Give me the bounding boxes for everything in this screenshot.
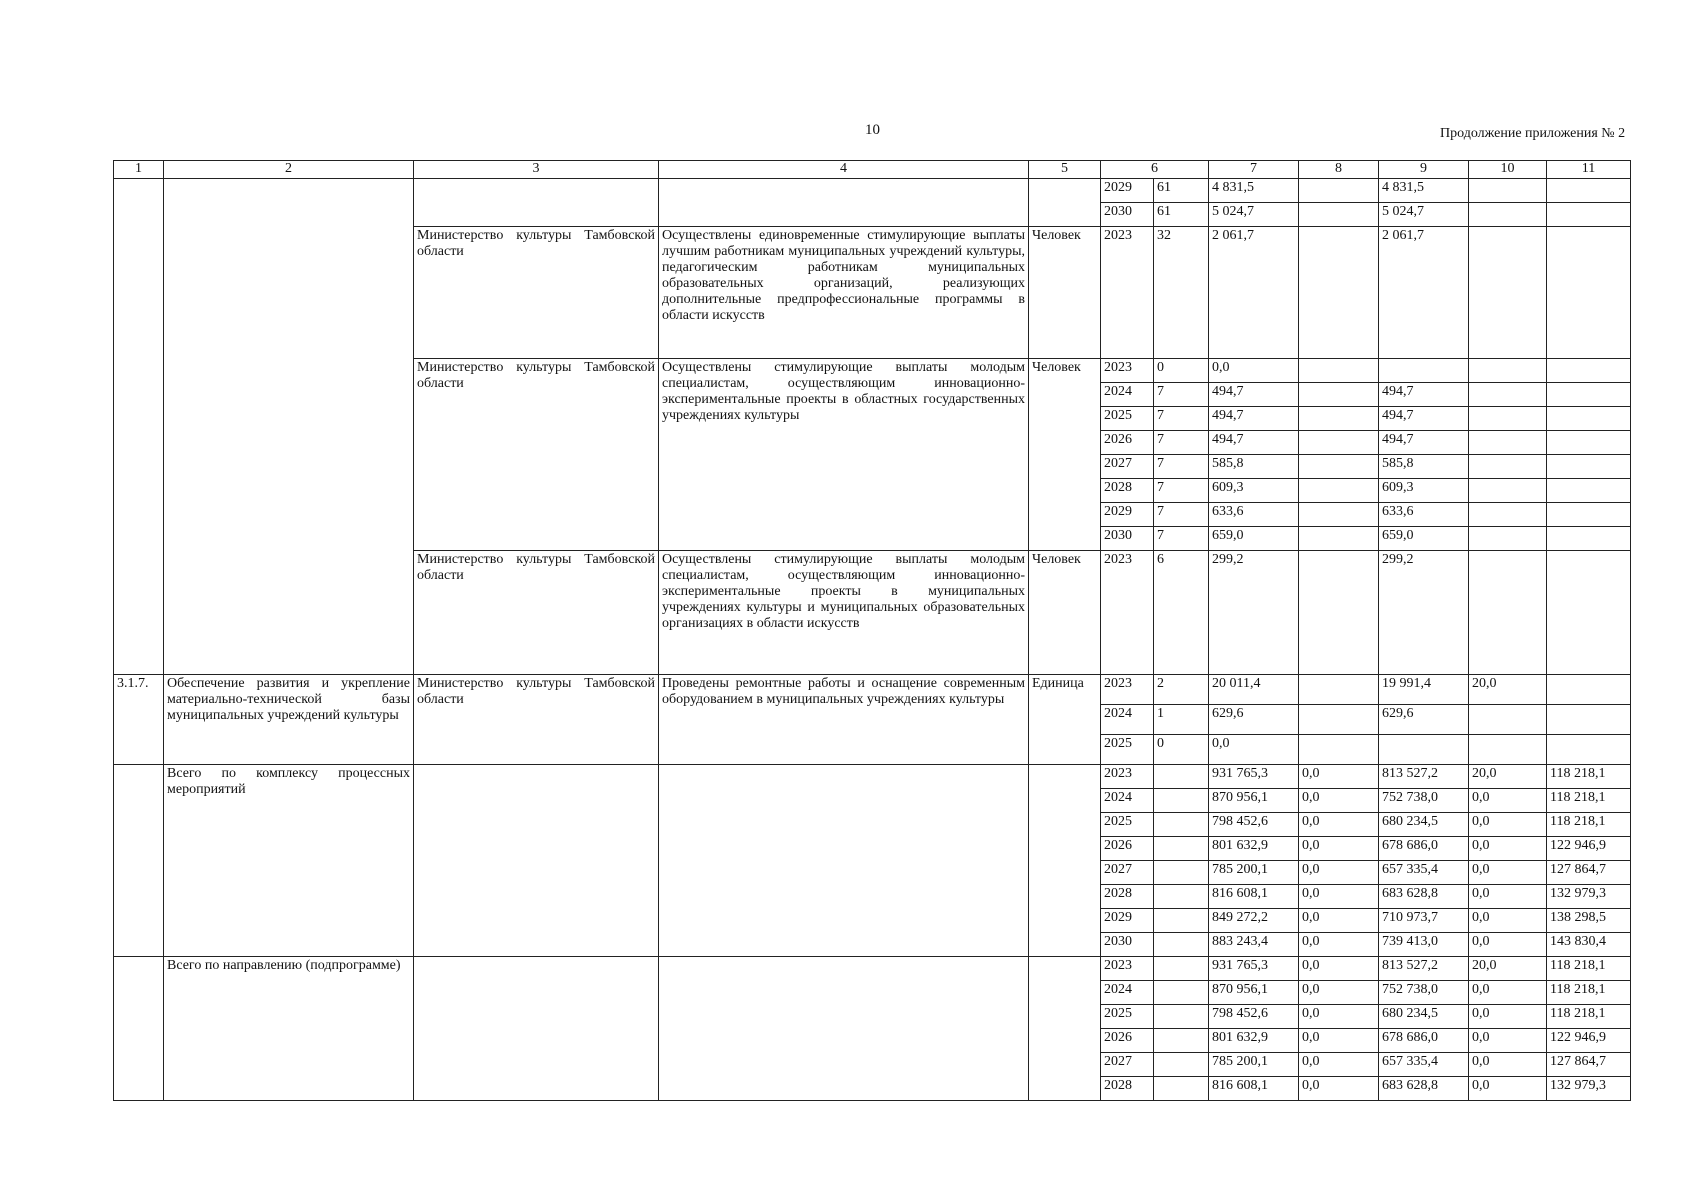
cell-total-amount: 2 061,7 — [1209, 227, 1299, 359]
cell-total-amount: 798 452,6 — [1209, 813, 1299, 837]
cell-extra-budget — [1547, 407, 1631, 431]
table-row — [114, 957, 1631, 981]
cell-year: 2023 — [1101, 957, 1154, 981]
cell-local-budget: 0,0 — [1469, 885, 1547, 909]
cell-year: 2030 — [1101, 527, 1154, 551]
cell-regional-budget: 678 686,0 — [1379, 837, 1469, 861]
cell-regional-budget: 813 527,2 — [1379, 765, 1469, 789]
cell-total-amount: 299,2 — [1209, 551, 1299, 675]
cell-year: 2028 — [1101, 885, 1154, 909]
cell-regional-budget: 299,2 — [1379, 551, 1469, 675]
cell-regional-budget: 659,0 — [1379, 527, 1469, 551]
cell-indicator-value — [1154, 909, 1209, 933]
cell-total-amount: 883 243,4 — [1209, 933, 1299, 957]
cell-unit: Человек — [1029, 227, 1101, 359]
cell-unit — [1029, 179, 1101, 227]
cell-indicator-value: 7 — [1154, 431, 1209, 455]
cell-indicator-value — [1154, 813, 1209, 837]
cell-indicator-value: 32 — [1154, 227, 1209, 359]
cell-year: 2024 — [1101, 383, 1154, 407]
cell-year: 2027 — [1101, 1053, 1154, 1077]
cell-executor — [414, 957, 659, 1101]
cell-federal-budget — [1299, 551, 1379, 675]
cell-federal-budget — [1299, 407, 1379, 431]
cell-indicator-value — [1154, 765, 1209, 789]
cell-local-budget — [1469, 479, 1547, 503]
cell-item-number: 3.1.7. — [114, 675, 164, 765]
col-header-8: 8 — [1299, 161, 1379, 179]
cell-executor — [414, 179, 659, 227]
cell-federal-budget: 0,0 — [1299, 789, 1379, 813]
cell-local-budget: 20,0 — [1469, 957, 1547, 981]
cell-extra-budget — [1547, 551, 1631, 675]
cell-federal-budget: 0,0 — [1299, 765, 1379, 789]
cell-local-budget — [1469, 735, 1547, 765]
col-header-2: 2 — [164, 161, 414, 179]
cell-local-budget — [1469, 503, 1547, 527]
cell-year: 2025 — [1101, 407, 1154, 431]
cell-indicator-value: 7 — [1154, 383, 1209, 407]
cell-extra-budget: 118 218,1 — [1547, 765, 1631, 789]
table-body — [114, 179, 1631, 1101]
cell-year: 2026 — [1101, 431, 1154, 455]
cell-indicator-value: 7 — [1154, 503, 1209, 527]
cell-executor: Министерство культуры Тамбовской области — [414, 359, 659, 551]
cell-year: 2024 — [1101, 981, 1154, 1005]
cell-year: 2030 — [1101, 203, 1154, 227]
cell-measure-name: Обеспечение развития и укрепление материально-технической базы муниципальных учреждений культуры — [164, 675, 414, 765]
cell-federal-budget — [1299, 227, 1379, 359]
cell-extra-budget — [1547, 503, 1631, 527]
cell-year: 2027 — [1101, 861, 1154, 885]
cell-indicator-value: 0 — [1154, 359, 1209, 383]
cell-local-budget — [1469, 527, 1547, 551]
cell-item-number — [114, 765, 164, 957]
cell-total-amount: 801 632,9 — [1209, 837, 1299, 861]
cell-indicator-value: 61 — [1154, 203, 1209, 227]
cell-extra-budget: 132 979,3 — [1547, 885, 1631, 909]
cell-total-amount: 816 608,1 — [1209, 885, 1299, 909]
cell-measure-name — [164, 179, 414, 675]
cell-indicator-value: 7 — [1154, 455, 1209, 479]
cell-indicator-value — [1154, 1029, 1209, 1053]
cell-regional-budget: 629,6 — [1379, 705, 1469, 735]
cell-local-budget: 0,0 — [1469, 789, 1547, 813]
cell-indicator-value — [1154, 837, 1209, 861]
cell-extra-budget — [1547, 227, 1631, 359]
cell-federal-budget: 0,0 — [1299, 933, 1379, 957]
cell-federal-budget — [1299, 203, 1379, 227]
cell-local-budget — [1469, 203, 1547, 227]
cell-year: 2023 — [1101, 675, 1154, 705]
cell-federal-budget: 0,0 — [1299, 837, 1379, 861]
cell-extra-budget — [1547, 383, 1631, 407]
cell-federal-budget — [1299, 705, 1379, 735]
cell-local-budget: 0,0 — [1469, 1053, 1547, 1077]
cell-indicator-value — [1154, 885, 1209, 909]
cell-measure-name: Всего по направлению (подпрограмме) — [164, 957, 414, 1101]
cell-regional-budget: 739 413,0 — [1379, 933, 1469, 957]
cell-local-budget: 0,0 — [1469, 909, 1547, 933]
cell-total-amount: 0,0 — [1209, 359, 1299, 383]
cell-regional-budget: 657 335,4 — [1379, 1053, 1469, 1077]
cell-indicator-value: 0 — [1154, 735, 1209, 765]
cell-total-amount: 816 608,1 — [1209, 1077, 1299, 1101]
cell-year: 2026 — [1101, 837, 1154, 861]
cell-federal-budget — [1299, 359, 1379, 383]
cell-indicator-value — [1154, 1053, 1209, 1077]
cell-federal-budget: 0,0 — [1299, 813, 1379, 837]
cell-total-amount: 494,7 — [1209, 431, 1299, 455]
cell-indicator-value — [1154, 933, 1209, 957]
cell-federal-budget: 0,0 — [1299, 957, 1379, 981]
cell-result — [659, 765, 1029, 957]
cell-year: 2026 — [1101, 1029, 1154, 1053]
cell-regional-budget: 678 686,0 — [1379, 1029, 1469, 1053]
cell-extra-budget: 127 864,7 — [1547, 861, 1631, 885]
cell-extra-budget: 143 830,4 — [1547, 933, 1631, 957]
cell-year: 2029 — [1101, 179, 1154, 203]
cell-extra-budget — [1547, 735, 1631, 765]
cell-extra-budget — [1547, 479, 1631, 503]
cell-regional-budget: 494,7 — [1379, 383, 1469, 407]
col-header-11: 11 — [1547, 161, 1631, 179]
cell-result: Осуществлены единовременные стимулирующие выплаты лучшим работникам муниципальных учреждений культуры, педагогическим работникам муниципальных образовательных организаций, реализующих дополнительные предпрофессиональные программы в области искусств — [659, 227, 1029, 359]
cell-local-budget: 20,0 — [1469, 765, 1547, 789]
col-header-6: 6 — [1101, 161, 1209, 179]
col-header-10: 10 — [1469, 161, 1547, 179]
cell-extra-budget — [1547, 359, 1631, 383]
cell-total-amount: 20 011,4 — [1209, 675, 1299, 705]
cell-year: 2023 — [1101, 359, 1154, 383]
cell-indicator-value: 7 — [1154, 527, 1209, 551]
cell-indicator-value — [1154, 981, 1209, 1005]
cell-total-amount: 931 765,3 — [1209, 765, 1299, 789]
appendix-continuation-label: Продолжение приложения № 2 — [1440, 126, 1626, 141]
cell-year: 2025 — [1101, 735, 1154, 765]
cell-extra-budget: 132 979,3 — [1547, 1077, 1631, 1101]
cell-total-amount: 629,6 — [1209, 705, 1299, 735]
cell-extra-budget — [1547, 179, 1631, 203]
cell-federal-budget — [1299, 527, 1379, 551]
cell-extra-budget: 118 218,1 — [1547, 789, 1631, 813]
cell-year: 2025 — [1101, 1005, 1154, 1029]
cell-year: 2024 — [1101, 789, 1154, 813]
cell-year: 2028 — [1101, 479, 1154, 503]
cell-federal-budget: 0,0 — [1299, 1077, 1379, 1101]
page-number: 10 — [865, 122, 880, 138]
cell-regional-budget: 633,6 — [1379, 503, 1469, 527]
cell-unit: Человек — [1029, 551, 1101, 675]
cell-federal-budget — [1299, 431, 1379, 455]
col-header-3: 3 — [414, 161, 659, 179]
cell-extra-budget: 118 218,1 — [1547, 1005, 1631, 1029]
cell-regional-budget: 683 628,8 — [1379, 1077, 1469, 1101]
cell-regional-budget: 585,8 — [1379, 455, 1469, 479]
cell-regional-budget: 5 024,7 — [1379, 203, 1469, 227]
cell-result — [659, 957, 1029, 1101]
cell-total-amount: 798 452,6 — [1209, 1005, 1299, 1029]
column-number-row — [114, 161, 1631, 179]
cell-regional-budget: 813 527,2 — [1379, 957, 1469, 981]
cell-regional-budget — [1379, 735, 1469, 765]
cell-local-budget — [1469, 227, 1547, 359]
cell-indicator-value — [1154, 861, 1209, 885]
cell-regional-budget: 494,7 — [1379, 407, 1469, 431]
cell-year: 2023 — [1101, 227, 1154, 359]
cell-year: 2030 — [1101, 933, 1154, 957]
cell-total-amount: 849 272,2 — [1209, 909, 1299, 933]
cell-local-budget — [1469, 179, 1547, 203]
cell-indicator-value — [1154, 789, 1209, 813]
cell-local-budget — [1469, 407, 1547, 431]
cell-regional-budget: 752 738,0 — [1379, 981, 1469, 1005]
cell-extra-budget: 127 864,7 — [1547, 1053, 1631, 1077]
cell-extra-budget: 138 298,5 — [1547, 909, 1631, 933]
cell-total-amount: 585,8 — [1209, 455, 1299, 479]
cell-federal-budget — [1299, 675, 1379, 705]
col-header-5: 5 — [1029, 161, 1101, 179]
cell-federal-budget — [1299, 503, 1379, 527]
cell-year: 2028 — [1101, 1077, 1154, 1101]
cell-total-amount: 609,3 — [1209, 479, 1299, 503]
cell-extra-budget — [1547, 675, 1631, 705]
cell-local-budget — [1469, 551, 1547, 675]
cell-result: Осуществлены стимулирующие выплаты молодым специалистам, осуществляющим инновационно-экспериментальные проекты в муниципальных учреждениях культуры и муниципальных образовательных организациях в области искусств — [659, 551, 1029, 675]
cell-total-amount: 4 831,5 — [1209, 179, 1299, 203]
cell-local-budget: 0,0 — [1469, 1005, 1547, 1029]
col-header-1: 1 — [114, 161, 164, 179]
cell-extra-budget — [1547, 431, 1631, 455]
cell-indicator-value: 7 — [1154, 479, 1209, 503]
cell-total-amount: 870 956,1 — [1209, 789, 1299, 813]
cell-extra-budget — [1547, 705, 1631, 735]
cell-regional-budget: 680 234,5 — [1379, 813, 1469, 837]
cell-indicator-value — [1154, 1077, 1209, 1101]
cell-regional-budget — [1379, 359, 1469, 383]
cell-local-budget: 0,0 — [1469, 933, 1547, 957]
cell-result — [659, 179, 1029, 227]
cell-extra-budget: 122 946,9 — [1547, 837, 1631, 861]
cell-total-amount: 659,0 — [1209, 527, 1299, 551]
cell-indicator-value: 2 — [1154, 675, 1209, 705]
cell-extra-budget — [1547, 455, 1631, 479]
cell-local-budget — [1469, 359, 1547, 383]
cell-total-amount: 633,6 — [1209, 503, 1299, 527]
cell-extra-budget: 118 218,1 — [1547, 981, 1631, 1005]
cell-local-budget: 0,0 — [1469, 837, 1547, 861]
cell-result: Проведены ремонтные работы и оснащение современным оборудованием в муниципальных учреждениях культуры — [659, 675, 1029, 765]
cell-local-budget — [1469, 455, 1547, 479]
cell-executor — [414, 765, 659, 957]
cell-local-budget — [1469, 705, 1547, 735]
cell-unit — [1029, 957, 1101, 1101]
col-header-7: 7 — [1209, 161, 1299, 179]
cell-regional-budget: 4 831,5 — [1379, 179, 1469, 203]
cell-local-budget: 0,0 — [1469, 861, 1547, 885]
cell-total-amount: 931 765,3 — [1209, 957, 1299, 981]
cell-total-amount: 494,7 — [1209, 383, 1299, 407]
cell-indicator-value: 1 — [1154, 705, 1209, 735]
cell-result: Осуществлены стимулирующие выплаты молодым специалистам, осуществляющим инновационно-экспериментальные проекты в областных государственных учреждениях культуры — [659, 359, 1029, 551]
cell-federal-budget: 0,0 — [1299, 909, 1379, 933]
cell-total-amount: 5 024,7 — [1209, 203, 1299, 227]
cell-federal-budget — [1299, 455, 1379, 479]
budget-table — [113, 160, 1631, 1101]
cell-item-number — [114, 179, 164, 675]
cell-local-budget: 0,0 — [1469, 1077, 1547, 1101]
cell-total-amount: 870 956,1 — [1209, 981, 1299, 1005]
cell-indicator-value: 61 — [1154, 179, 1209, 203]
cell-regional-budget: 683 628,8 — [1379, 885, 1469, 909]
cell-year: 2027 — [1101, 455, 1154, 479]
cell-executor: Министерство культуры Тамбовской области — [414, 551, 659, 675]
cell-year: 2029 — [1101, 909, 1154, 933]
cell-federal-budget: 0,0 — [1299, 981, 1379, 1005]
cell-federal-budget: 0,0 — [1299, 885, 1379, 909]
cell-regional-budget: 609,3 — [1379, 479, 1469, 503]
cell-measure-name: Всего по комплексу процессных мероприятий — [164, 765, 414, 957]
cell-total-amount: 785 200,1 — [1209, 1053, 1299, 1077]
cell-year: 2023 — [1101, 765, 1154, 789]
col-header-9: 9 — [1379, 161, 1469, 179]
cell-extra-budget: 122 946,9 — [1547, 1029, 1631, 1053]
cell-extra-budget: 118 218,1 — [1547, 813, 1631, 837]
cell-total-amount: 785 200,1 — [1209, 861, 1299, 885]
cell-year: 2025 — [1101, 813, 1154, 837]
cell-federal-budget: 0,0 — [1299, 861, 1379, 885]
cell-indicator-value — [1154, 1005, 1209, 1029]
cell-local-budget — [1469, 383, 1547, 407]
cell-executor: Министерство культуры Тамбовской области — [414, 227, 659, 359]
cell-total-amount: 801 632,9 — [1209, 1029, 1299, 1053]
cell-federal-budget: 0,0 — [1299, 1053, 1379, 1077]
cell-unit: Человек — [1029, 359, 1101, 551]
table-row — [114, 765, 1631, 789]
cell-local-budget: 0,0 — [1469, 813, 1547, 837]
cell-year: 2029 — [1101, 503, 1154, 527]
cell-federal-budget — [1299, 479, 1379, 503]
cell-extra-budget: 118 218,1 — [1547, 957, 1631, 981]
cell-unit: Единица — [1029, 675, 1101, 765]
cell-executor: Министерство культуры Тамбовской области — [414, 675, 659, 765]
cell-regional-budget: 494,7 — [1379, 431, 1469, 455]
cell-extra-budget — [1547, 203, 1631, 227]
cell-indicator-value: 6 — [1154, 551, 1209, 675]
cell-federal-budget — [1299, 383, 1379, 407]
table-row — [114, 179, 1631, 203]
cell-unit — [1029, 765, 1101, 957]
cell-regional-budget: 2 061,7 — [1379, 227, 1469, 359]
cell-federal-budget — [1299, 179, 1379, 203]
cell-extra-budget — [1547, 527, 1631, 551]
cell-year: 2023 — [1101, 551, 1154, 675]
cell-regional-budget: 657 335,4 — [1379, 861, 1469, 885]
cell-year: 2024 — [1101, 705, 1154, 735]
cell-federal-budget: 0,0 — [1299, 1029, 1379, 1053]
cell-local-budget: 0,0 — [1469, 981, 1547, 1005]
cell-local-budget — [1469, 431, 1547, 455]
cell-item-number — [114, 957, 164, 1101]
cell-regional-budget: 19 991,4 — [1379, 675, 1469, 705]
cell-regional-budget: 680 234,5 — [1379, 1005, 1469, 1029]
cell-local-budget: 0,0 — [1469, 1029, 1547, 1053]
cell-regional-budget: 710 973,7 — [1379, 909, 1469, 933]
cell-indicator-value: 7 — [1154, 407, 1209, 431]
table-row — [114, 675, 1631, 705]
cell-local-budget: 20,0 — [1469, 675, 1547, 705]
cell-total-amount: 494,7 — [1209, 407, 1299, 431]
col-header-4: 4 — [659, 161, 1029, 179]
cell-federal-budget: 0,0 — [1299, 1005, 1379, 1029]
cell-indicator-value — [1154, 957, 1209, 981]
cell-federal-budget — [1299, 735, 1379, 765]
cell-regional-budget: 752 738,0 — [1379, 789, 1469, 813]
cell-total-amount: 0,0 — [1209, 735, 1299, 765]
